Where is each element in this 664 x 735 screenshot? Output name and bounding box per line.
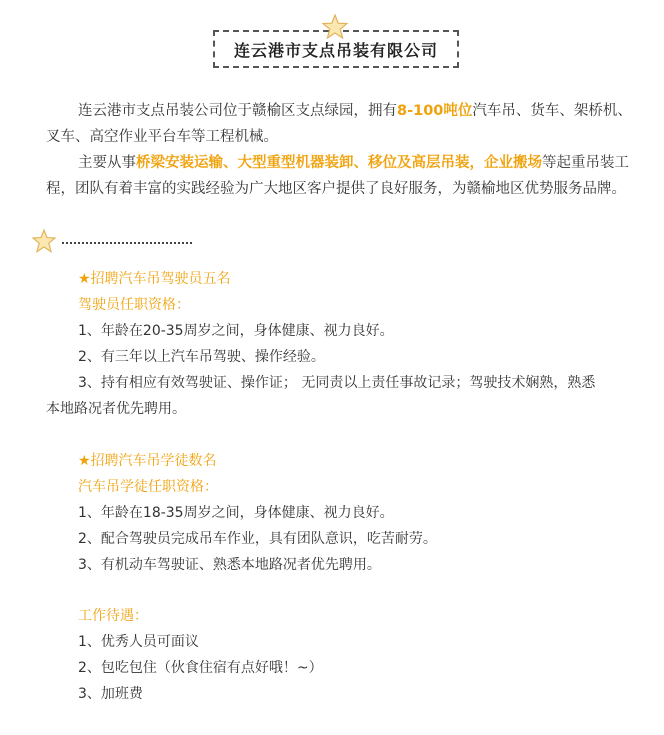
list-item: 3、加班费 — [78, 686, 143, 702]
benefits-heading: 工作待遇： — [78, 608, 148, 624]
list-item: 2、有三年以上汽车吊驾驶、操作经验。 — [78, 349, 325, 365]
intro-paragraph-2: 主要从事桥梁安装运输、大型重型机器装卸、移位及高层吊装，企业搬场等起重吊装工程，团队有着丰富的实践经验为广大地区客户提供了良好服务，为赣榆地区优势服务品牌。 — [46, 155, 629, 197]
driver-subheading: 驾驶员任职资格： — [78, 297, 190, 313]
list-item: 1、优秀人员可面议 — [78, 634, 199, 650]
list-item: 2、配合驾驶员完成吊车作业，具有团队意识，吃苦耐劳。 — [78, 531, 437, 547]
list-item: 3、持有相应有效驾驶证、操作证； 无同责以上责任事故记录；驾驶技术娴熟，熟悉本地路况者优先聘用。 — [46, 375, 596, 417]
list-item: 2、包吃包住（伙食住宿有点好哦！~） — [78, 660, 323, 676]
company-intro — [46, 98, 638, 202]
benefits-section — [78, 603, 638, 707]
apprentice-heading: ★招聘汽车吊学徒数名 — [78, 453, 217, 469]
page-title: 连云港市支点吊装有限公司 — [233, 40, 438, 60]
apprentice-subheading: 汽车吊学徒任职资格： — [78, 479, 218, 495]
apprentice-section — [78, 448, 638, 578]
star-icon — [322, 14, 348, 40]
star-bullet-icon: ★ — [78, 453, 91, 469]
star-bullet-icon: ★ — [78, 271, 91, 287]
tonnage-highlight: 8-100吨位 — [397, 103, 473, 119]
dotted-divider — [62, 242, 192, 244]
list-item: 3、有机动车驾驶证、熟悉本地路况者优先聘用。 — [78, 557, 381, 573]
star-icon — [32, 229, 56, 253]
driver-heading: ★招聘汽车吊驾驶员五名 — [78, 271, 231, 287]
intro-paragraph-1: 连云港市支点吊装公司位于赣榆区支点绿园，拥有8-100吨位汽车吊、货车、架桥机、叉车、高空作业平台车等工程机械。 — [46, 103, 632, 145]
list-item: 1、年龄在18-35周岁之间，身体健康、视力良好。 — [78, 505, 394, 521]
driver-section — [46, 266, 638, 422]
services-highlight: 桥梁安装运输、大型重型机器装卸、移位及高层吊装，企业搬场 — [136, 155, 542, 171]
list-item: 1、年龄在20-35周岁之间，身体健康、视力良好。 — [78, 323, 394, 339]
title-area — [0, 0, 664, 80]
